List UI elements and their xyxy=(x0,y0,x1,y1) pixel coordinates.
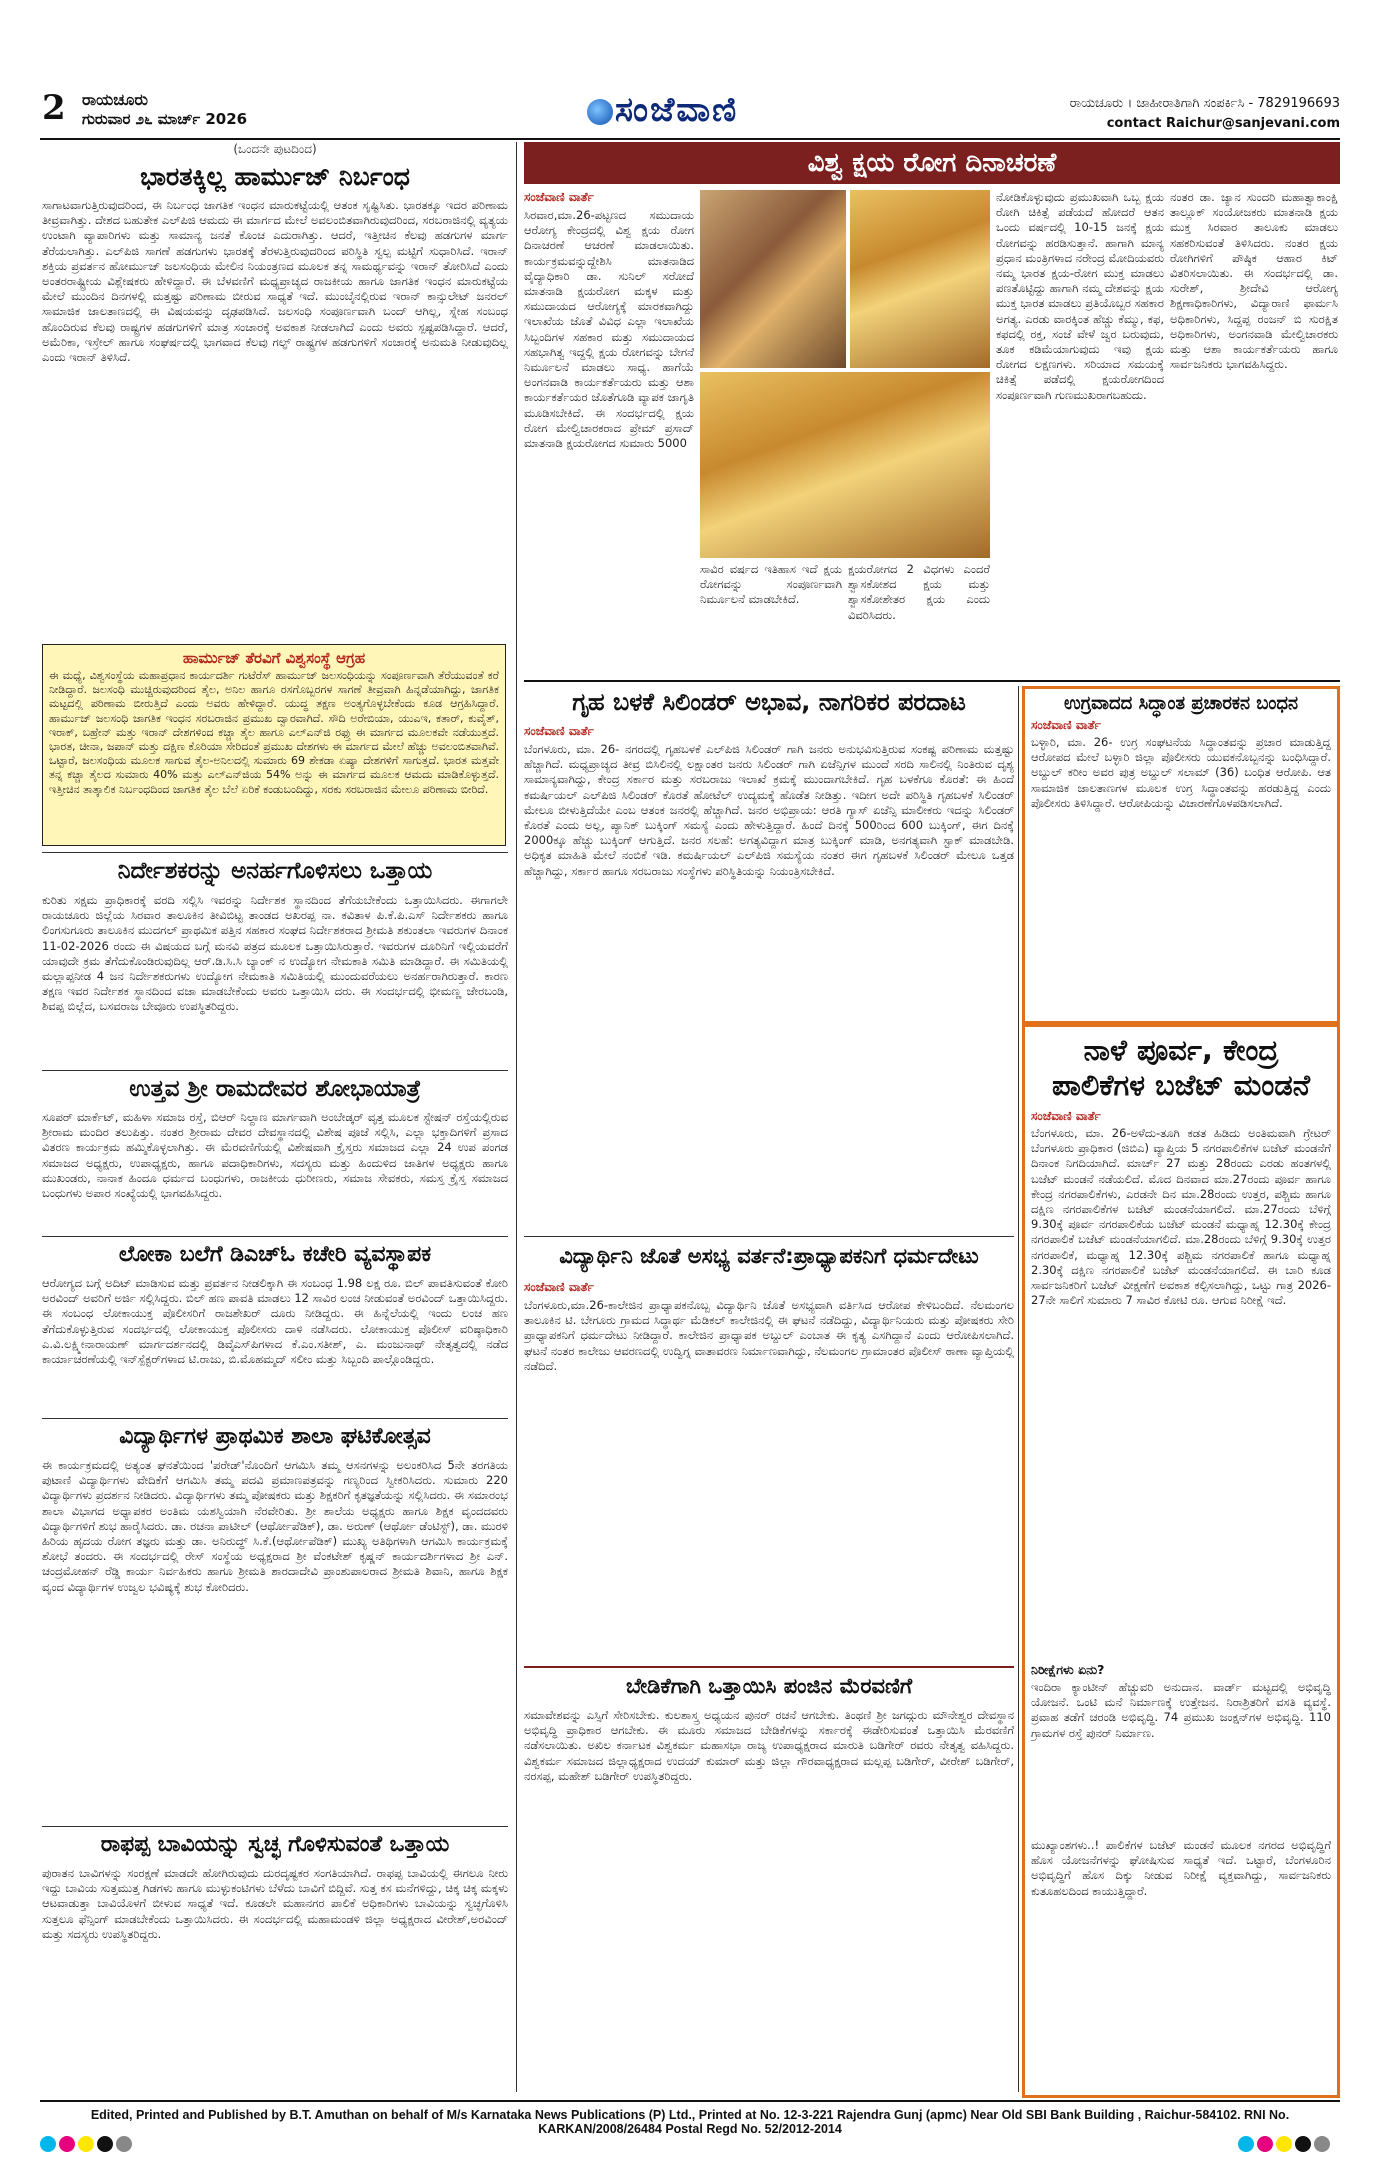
tb-banner: ವಿಶ್ವ ಕ್ಷಯ ರೋಗ ದಿನಾಚರಣೆ xyxy=(524,142,1340,184)
procession-body: ಸೂಪರ್ ಮಾರ್ಕೆಟ್, ಮಹಿಳಾ ಸಮಾಜ ರಸ್ತೆ, ಬಿಆರ್ ನಿಲ್ದಾಣ ಮಾರ್ಗವಾಗಿ ಅಂಬೇಡ್ಕರ್ ವೃತ್ತ ಮೂಲಕ ಸ್ಟೇಷನ್ ರಸ್ತೆಯಲ್ಲಿರುವ ಶ್ರೀರಾಮ ಮಂದಿರ ತಲುಪಿತ್ತು. ನಂತರ ಶ್ರೀರಾಮ ದೇವರ ದೇವಸ್ಥಾನದಲ್ಲಿ ವಿಶೇಷ ಪೂಜೆ ಸಲ್ಲಿಸಿ, ಎಲ್ಲಾ ಭಕ್ತಾದಿಗಳಿಗೆ ಪ್ರಸಾದ ವಿತರಣ ಕಾರ್ಯಕ್ರಮ ಹಮ್ಮಿಕೊಳ್ಳಲಾಗಿತ್ತು. ಈ ಮೆರವಣಿಗೆಯಲ್ಲಿ ವಿಶೇಷವಾಗಿ ಕ್ರೈಸ್ತರು ಸಮಾಜದ ಎಲ್ಲಾ 24 ಉಪ ಪಂಗಡ ಸಮಾಜದ ಅಧ್ಯಕ್ಷರು, ಉಪಾಧ್ಯಕ್ಷರು, ಹಾಗೂ ಪದಾಧಿಕಾರಿಗಳು, ಸದಸ್ಯರು ಮತ್ತು ಹಿಂದುಳಿದ ಜಾತಿಗಳ ಅಧ್ಯಕ್ಷರು ಹಾಗೂ ಮುಖಂಡರು, ನಾನಾಕ ಹಿಂದೂ ಧರ್ಮದ ಬಂಧುಗಳು, ರಾಜಕೀಯ ಧುರೀಣರು, ಸಮಾಜ ಸೇವಕರು, ಸಮಸ್ತ ಕ್ರೈಸ್ತ ಸಮಾಜದ ಬಂಧುಗಳು ಅಪಾರ ಸಂಖ್ಯೆಯಲ್ಲಿ ಭಾಗವಹಿಸಿದ್ದರು. xyxy=(42,1110,508,1201)
hormuz-box xyxy=(42,644,506,846)
school-headline: ವಿದ್ಯಾರ್ಥಿಗಳ ಪ್ರಾಥಮಿಕ ಶಾಲಾ ಘಟಿಕೋತ್ಸವ xyxy=(119,1424,431,1449)
masthead-logo xyxy=(585,90,785,134)
black-swatch xyxy=(97,2136,113,2152)
cyan-swatch xyxy=(40,2136,56,2152)
divider xyxy=(42,1070,508,1071)
teacher-headline: ವಿದ್ಯಾರ್ಥಿನಿ ಜೊತೆ ಅಸಭ್ಯ ವರ್ತನೆ:ಪ್ರಾಧ್ಯಾಪಕನಿಗೆ ಧರ್ಮದೇಟು xyxy=(559,1244,979,1268)
tb-photo-bottom xyxy=(700,372,990,558)
lokayukta-headline: ಲೋಕಾ ಬಲೆಗೆ ಡಿಎಚ್‌ಓ ಕಚೇರಿ ವ್ಯವಸ್ಥಾಪಕ xyxy=(118,1242,432,1267)
column-divider xyxy=(1018,686,1019,2092)
tb-col2: ಸಾವಿರ ವರ್ಷದ ಇತಿಹಾಸ ಇದೆ ಕ್ಷಯ ರೋಗವನ್ನು ಸಂಪೂರ್ಣವಾಗಿ ನಿರ್ಮೂಲನೆ ಮಾಡಬೇಕಿದೆ. xyxy=(700,562,842,607)
tb-byline: ಸಂಜೆವಾಣಿ ವಾರ್ತೆ xyxy=(524,190,594,204)
edition-date: ಗುರುವಾರ ೨೬ ಮಾರ್ಚ್ 2026 xyxy=(82,110,248,128)
color-registration-right xyxy=(1238,2136,1333,2156)
budget-list-title: ನಿರೀಕ್ಷೆಗಳು ಏನು? xyxy=(1031,1662,1105,1677)
budget-headline-2: ಪಾಲಿಕೆಗಳ ಬಜೆಟ್ ಮಂಡನೆ xyxy=(1052,1068,1310,1102)
divider xyxy=(42,1418,508,1419)
footer-divider xyxy=(40,2100,1340,2102)
header-divider xyxy=(40,138,1340,140)
gas-body: ಬೆಂಗಳೂರು, ಮಾ. 26- ನಗರದಲ್ಲಿ ಗೃಹಬಳಕೆ ಎಲ್‌ಪಿಜಿ ಸಿಲಿಂಡರ್ ಗಾಗಿ ಜನರು ಅನುಭವಿಸುತ್ತಿರುವ ಸಂಕಷ್ಟ ಪರಿಣಾಮ ಮತ್ತಷ್ಟು ಹೆಚ್ಚಾಗಿದೆ. ಮಧ್ಯಪ್ರಾಚ್ಯದ ತೀವ್ರ ಬಿಸಿಲಿನಲ್ಲಿ ಲಕ್ಷಾಂತರ ಜನರು ಸಿಲಿಂಡರ್ ಗಾಗಿ ಏಜೆನ್ಸಿಗಳ ಮುಂದೆ ಸರದಿ ಸಾಲಿನಲ್ಲಿ ನಿಂತಿರುವ ದೃಶ್ಯ ಸಾಮಾನ್ಯವಾಗಿದ್ದು, ಕೇಂದ್ರ ಸರ್ಕಾರ ಮತ್ತು ಸರಬರಾಜು ಇಲಾಖೆ ಕ್ರಮಕ್ಕೆ ಮುಂದಾಗಬೇಕಿದೆ. ಗೃಹ ಬಳಕೆಗೂ ಕೊರತೆ: ಈ ಹಿಂದೆ ಕಮರ್ಷಿಯಲ್ ಎಲ್‌ಪಿಜಿ ಸಿಲಿಂಡರ್ ಕೊರತೆ ಹೋಟೆಲ್ ಉದ್ಯಮಕ್ಕೆ ಹೊಡೆತ ನೀಡಿತ್ತು. ಇದೀಗ ಅದೇ ಪರಿಸ್ಥಿತಿ ಗೃಹಬಳಕೆ ಸಿಲಿಂಡರ್ ಮೇಲೂ ಬೀಳುತ್ತಿದೆಯೇ ಎಂಬ ಆತಂಕ ಜನರಲ್ಲಿ ಹೆಚ್ಚಾಗಿದೆ. ಜನರ ಅಭಿಪ್ರಾಯ: ಆರತಿ ಗ್ಯಾಸ್ ಏಜೆನ್ಸಿ ಮಾಲೀಕರು ಇದನ್ನು ಸಿಲಿಂಡರ್ ಕೊರತೆ ಎಂದು ಅಲ್ಲ, ಪ್ಯಾನಿಕ್ ಬುಕ್ಕಿಂಗ್ ಸಮಸ್ಯೆ ಎಂದು ಹೇಳುತ್ತಿದ್ದಾರೆ. ಹಿಂದೆ ದಿನಕ್ಕೆ 500ರಿಂದ 600 ಬುಕ್ಕಿಂಗ್, ಈಗ ದಿನಕ್ಕೆ 2000ಕ್ಕೂ ಹೆಚ್ಚು ಬುಕ್ಕಿಂಗ್ ಆಗುತ್ತಿದೆ. ಜನರ ಸಲಹೆ: ಅಗತ್ಯವಿದ್ದಾಗ ಮಾತ್ರ ಬುಕ್ಕಿಂಗ್ ಮಾಡಿ, ಅನಗತ್ಯವಾಗಿ ಸ್ಟಾಕ್ ಮಾಡಬೇಡಿ. ಅಧಿಕೃತ ಮಾಹಿತಿ ಮೇಲೆ ನಂಬಿಕೆ ಇಡಿ. ಕಮರ್ಷಿಯಲ್ ಎಲ್‌ಪಿಜಿ ಸಮಸ್ಯೆಯ ನಂತರ ಈಗ ಗೃಹಬಳಕೆ ಸಿಲಿಂಡರ್ ಮೇಲೂ ಒತ್ತಡ ಹೆಚ್ಚಾಗಿದ್ದು, ಸರ್ಕಾರ ಹಾಗೂ ಸರಬರಾಜು ಸಂಸ್ಥೆಗಳು ಪರಿಸ್ಥಿತಿಯನ್ನು ನಿಯಂತ್ರಿಸಬೇಕಿದೆ. xyxy=(524,742,1014,878)
march-body: ಸಮಾವೇಶವನ್ನು ಎಸ್ಸಿಗೆ ಸೇರಿಸಬೇಕು. ಕುಲಶಾಸ್ತ್ರ ಅಧ್ಯಯನ ಪುನರ್ ರಚನೆ ಆಗಬೇಕು. ತಿಂಥಣಿ ಶ್ರೀ ಜಗದ್ಗುರು ಮೌನೇಶ್ವರ ದೇವಸ್ಥಾನ ಅಭಿವೃದ್ಧಿ ಪ್ರಾಧಿಕಾರ ಆಗಬೇಕು. ಈ ಮೂರು ಸಮಾಜದ ಬೇಡಿಕೆಗಳನ್ನು ಸರ್ಕಾರಕ್ಕೆ ಈಡೇರಿಸುವಂತೆ ಒತ್ತಾಯಿಸಿ ಮೆರವಣಿಗೆ ನಡೆಸಲಾಯಿತು. ಅಖಿಲ ಕರ್ನಾಟಕ ವಿಶ್ವಕರ್ಮ ಮಹಾಸಭಾ ರಾಜ್ಯ ಉಪಾಧ್ಯಕ್ಷರಾದ ಮಾರುತಿ ಬಡಿಗೇರ್ ರವರು ನೇತೃತ್ವ ವಹಿಸಿದ್ದರು. ವಿಶ್ವಕರ್ಮ ಸಮಾಜದ ಜಿಲ್ಲಾಧ್ಯಕ್ಷರಾದ ಉದಯ್ ಕುಮಾರ್ ಮತ್ತು ಜಿಲ್ಲಾ ಗೌರವಾಧ್ಯಕ್ಷರಾದ ಮಲ್ಲಪ್ಪ ಬಡಿಗೇರ್, ವೀರೇಶ್ ಬಡಿಗೇರ್, ನರಸಪ್ಪ, ಮಹೇಶ್ ಬಡಿಗೇರ್ ಉಪಸ್ಥಿತರಿದ್ದರು. xyxy=(524,1708,1014,1783)
hormuz-headline: ಭಾರತಕ್ಕಿಲ್ಲ ಹಾರ್ಮುಜ್ ನಿರ್ಬಂಧ xyxy=(140,162,410,191)
well-body: ಪುರಾತನ ಬಾವಿಗಳನ್ನು ಸಂರಕ್ಷಣೆ ಮಾಡದೇ ಹೋಗಿರುವುದು ದುರದೃಷ್ಟಕರ ಸಂಗತಿಯಾಗಿದೆ. ರಾಫಪ್ಪ ಬಾವಿಯಲ್ಲಿ ಈಗಲೂ ನೀರು ಇದ್ದು ಬಾವಿಯ ಸುತ್ತಮುತ್ತ ಗಿಡಗಳು ಹಾಗೂ ಮುಳ್ಳುಕಂಟಿಗಳು ಬೆಳೆದು ಬಾವಿಗೆ ಬಿದ್ದಿವೆ. ಸುತ್ತ ಕಸ ಮನೆಗಳಿದ್ದು, ಚಿಕ್ಕ ಚಿಕ್ಕ ಮಕ್ಕಳು ಆಟವಾಡುತ್ತಾ ಬಾವಿಯೊಳಗೆ ಬೀಳುವ ಸಾಧ್ಯತೆ ಇದೆ. ಕೂಡಲೇ ಮಹಾನಗರ ಪಾಲಿಕೆ ಅಧಿಕಾರಿಗಳು ಬಾವಿಯನ್ನು ಸ್ವಚ್ಛಗೊಳಿಸಿ ಸುತ್ತಲೂ ಫೆನ್ಸಿಂಗ್ ಮಾಡಬೇಕೆಂದು ಒತ್ತಾಯಿಸಿದರು. ಈ ಸಂದರ್ಭದಲ್ಲಿ ಮಹಾಮಂಡಳಿ ಜಿಲ್ಲಾ ಅಧ್ಯಕ್ಷರಾದ ವೀರೇಶ್,ಅರವಿಂದ್ ಮತ್ತು ಸದಸ್ಯರು ಉಪಸ್ಥಿತರಿದ್ದರು. xyxy=(42,1866,508,1941)
magenta-swatch xyxy=(1257,2136,1273,2152)
procession-headline: ಉತ್ತವ ಶ್ರೀ ರಾಮದೇವರ ಶೋಭಾಯಾತ್ರೆ xyxy=(129,1076,421,1102)
budget-body: ಬೆಂಗಳೂರು, ಮಾ. 26-ಅಳೆದು-ತೂಗಿ ಕಡತ ಹಿಡಿದು ಅಂತಿಮವಾಗಿ ಗ್ರೇಟರ್ ಬೆಂಗಳೂರು ಪ್ರಾಧಿಕಾರ (ಜಿಬಿಎ) ವ್ಯಾಪ್ತಿಯ 5 ನಗರಪಾಲಿಕೆಗಳ ಬಜೆಟ್ ಮಂಡನೆಗೆ ದಿನಾಂಕ ನಿಗದಿಯಾಗಿದೆ. ಮಾರ್ಚ್ 27 ಮತ್ತು 28ರಂದು ಎರಡು ಹಂತಗಳಲ್ಲಿ ಬಜೆಟ್ ಮಂಡನೆ ನಡೆಯಲಿದೆ. ಮೊದ ದಿನವಾದ ಮಾ.27ರಂದು ಪೂರ್ವ ಹಾಗೂ ಕೇಂದ್ರ ನಗರಪಾಲಿಕೆಗಳು, ಎರಡನೇ ದಿನ ಮಾ.28ರಂದು ಉತ್ತರ, ಪಶ್ಚಿಮ ಹಾಗೂ ದಕ್ಷಿಣ ನಗರಪಾಲಿಕೆಗಳ ಬಜೆಟ್ ಮಂಡನೆಯಾಗಲಿದೆ. ಮಾ.27ರಂದು ಬೆಳಿಗ್ಗೆ 9.30ಕ್ಕೆ ಪೂರ್ವ ನಗರಪಾಲಿಕೆಯ ಬಜೆಟ್ ಮಂಡನೆ ಮಧ್ಯಾಹ್ನ 12.30ಕ್ಕೆ ಕೇಂದ್ರ ನಗರಪಾಲಿಕೆ ಬಜೆಟ್ ಮಂಡನೆಯಾಗಲಿದೆ. ಮಾ.28ರಂದು ಬೆಳಿಗ್ಗೆ 9.30ಕ್ಕೆ ಉತ್ತರ ನಗರಪಾಲಿಕೆ, ಮಧ್ಯಾಹ್ನ 12.30ಕ್ಕೆ ಪಶ್ಚಿಮ ನಗರಪಾಲಿಕೆ ಹಾಗೂ ಮಧ್ಯಾಹ್ನ 2.30ಕ್ಕೆ ದಕ್ಷಿಣ ನಗರಪಾಲಿಕೆ ಬಜೆಟ್ ಮಂಡನೆಯಾಗಲಿದೆ. ಈ ಬಾರಿ ಕೂಡ ಸಾರ್ವಜನಿಕರಿಗೆ ಬಜೆಟ್ ವೀಕ್ಷಣೆಗೆ ಅವಕಾಶ ಕಲ್ಪಿಸಲಾಗಿದ್ದು, ಒಟ್ಟು ಗಾತ್ರ 2026-27ನೇ ಸಾಲಿಗೆ ಸುಮಾರು 7 ಸಾವಿರ ಕೋಟಿ ರೂ. ಆಗುವ ನಿರೀಕ್ಷೆ ಇದೆ. xyxy=(1031,1126,1331,1308)
directors-headline: ನಿರ್ದೇಶಕರನ್ನು ಅನರ್ಹಗೊಳಿಸಲು ಒತ್ತಾಯ xyxy=(117,858,433,884)
black-swatch xyxy=(1295,2136,1311,2152)
contact-email: contact Raichur@sanjevani.com xyxy=(1106,116,1340,131)
yellow-swatch xyxy=(78,2136,94,2152)
column-divider xyxy=(516,142,517,2092)
imprint-line: Edited, Printed and Published by B.T. Amuthan on behalf of M/s Karnataka News Publications (P) Ltd., Printed at No. 12-3-221 Rajendra Gunj (apmc) Near Old SBI Bank Building , Raichur-584102. RNI No. KARKAN/2008/26484 Postal Regd No. 52/2012-2014 xyxy=(90,2108,1290,2136)
budget-tail: ಮುಖ್ಯಾಂಶಗಳು..! ಪಾಲಿಕೆಗಳ ಬಜೆಟ್ ಮಂಡನೆ ಮೂಲಕ ನಗರದ ಅಭಿವೃದ್ಧಿಗೆ ಹೊಸ ಯೋಜನೆಗಳನ್ನು ಘೋಷಿಸುವ ಸಾಧ್ಯತೆ ಇದೆ. ಒಟ್ಟಾರೆ, ಬೆಂಗಳೂರಿನ ಅಭಿವೃದ್ಧಿಗೆ ಹೊಸ ದಿಕ್ಕು ನೀಡುವ ನಿರೀಕ್ಷೆ ವ್ಯಕ್ತವಾಗಿದ್ದು, ಸಾರ್ವಜನಿಕರು ಕುತೂಹಲದಿಂದ ಕಾಯುತ್ತಿದ್ದಾರೆ. xyxy=(1031,1838,1331,1898)
ad-contact-line: ರಾಯಚೂರು । ಜಾಹೀರಾತಿಗಾಗಿ ಸಂಪರ್ಕಿಸಿ - 7829196693 xyxy=(1069,96,1340,111)
well-headline: ರಾಫಪ್ಪ ಬಾವಿಯನ್ನು ಸ್ವಚ್ಛ ಗೊಳಿಸುವಂತೆ ಒತ್ತಾಯ xyxy=(100,1832,450,1857)
march-headline: ಬೇಡಿಕೆಗಾಗಿ ಒತ್ತಾಯಿಸಿ ಪಂಜಿನ ಮೆರವಣಿಗೆ xyxy=(625,1674,913,1698)
school-body: ಈ ಕಾರ್ಯಕ್ರಮದಲ್ಲಿ ಅತ್ಯಂತ ಘನತೆಯಿಂದ 'ಪರೇಡ್'ನೊಂದಿಗೆ ಆಗಮಿಸಿ ತಮ್ಮ ಆಸನಗಳನ್ನು ಅಲಂಕರಿಸಿದ 5ನೇ ತರಗತಿಯ ಪುಟಾಣಿ ವಿದ್ಯಾರ್ಥಿಗಳು ವೇದಿಕೆಗೆ ಆಗಮಿಸಿ ತಮ್ಮ ಪದವಿ ಪ್ರಮಾಣಪತ್ರವನ್ನು ಗಣ್ಯರಿಂದ ಸ್ವೀಕರಿಸಿದರು. ಸುಮಾರು 220 ವಿದ್ಯಾರ್ಥಿಗಳು ಪ್ರದರ್ಶನ ನೀಡಿದರು. ವಿದ್ಯಾರ್ಥಿಗಳು ತಮ್ಮ ಪೋಷಕರು ಮತ್ತು ಶಿಕ್ಷಕರಿಗೆ ಕೃತಜ್ಞತೆಯನ್ನು ಸಲ್ಲಿಸಿದರು. ಈ ಸಮಾರಂಭ ಶಾಲಾ ವಿಭಾಗದ ಅಧ್ಯಾಪಕರ ಅಂತಿಮ ಯಶಸ್ವಿಯಾಗಿ ನೆರವೇರಿತು. ಶ್ರೀ ಶಾಲೆಯ ಅಧ್ಯಕ್ಷರು ಹಾಗೂ ಶಿಕ್ಷಕ ವೃಂದದವರು ವಿದ್ಯಾರ್ಥಿಗಳಿಗೆ ಶುಭ ಹಾರೈಸಿದರು. ಡಾ. ರಚನಾ ಪಾಟೀಲ್ (ಆರ್ಥೋಪೆಡಿಕ್), ಡಾ. ಅರುಣ್ (ಆರ್ಥೋ ಡೆಂಟಿಸ್ಟ್), ಡಾ. ಮುರಳಿ ಹಿರಿಯ ಹೃದಯ ರೋಗ ತಜ್ಞರು ಮತ್ತು ಡಾ. ಅನಿರುದ್ಧ್ ಸಿ.ಕೆ.(ಆರ್ಥೋಪೆಡಿಕ್) ಮುಖ್ಯ ಅತಿಥಿಗಳಾಗಿ ಆಗಮಿಸಿ ಕಾರ್ಯಕ್ರಮಕ್ಕೆ ಶೋಭೆ ತಂದರು. ಈ ಸಂದರ್ಭದಲ್ಲಿ ರೇಸ್ ಸಂಸ್ಥೆಯ ಅಧ್ಯಕ್ಷರಾದ ಶ್ರೀ ವೆಂಕಟೇಶ್ ಕೃಷ್ಣನ್ ಕಾರ್ಯದರ್ಶಿಗಳಾದ ಶ್ರೀ ಎನ್. ಚಂದ್ರಮೋಹನ್ ರೆಡ್ಡಿ ಕಾರ್ಯ ನಿರ್ವಹಿಕರು ಹಾಗೂ ಶ್ರೀಮತಿ ಶಾರದಾದೇವಿ ಪ್ರಾಂಶುಪಾಲರಾದ ಶ್ರೀಮತಿ ಶಿವಾನಿ, ಹಾಗೂ ಶಿಕ್ಷಕ ವೃಂದ ವಿದ್ಯಾರ್ಥಿಗಳ ಉಜ್ವಲ ಭವಿಷ್ಯಕ್ಕೆ ಶುಭ ಕೋರಿದರು. xyxy=(42,1458,508,1594)
continued-note: (ಒಂದನೇ ಪುಟದಿಂದ) xyxy=(233,142,317,156)
color-registration-left xyxy=(40,2136,135,2156)
gas-byline: ಸಂಜೆವಾಣಿ ವಾರ್ತೆ xyxy=(524,724,594,738)
divider xyxy=(524,1236,1014,1237)
divider xyxy=(524,1666,1014,1668)
yellow-swatch xyxy=(1276,2136,1292,2152)
lokayukta-body: ಆರೋಗ್ಯದ ಬಗ್ಗೆ ಅದಿಟ್ ಮಾಡಿಸುವ ಮತ್ತು ಪ್ರವರ್ತನ ನೀಡಲಿಕ್ಕಾಗಿ ಈ ಸಂಬಂಧ 1.98 ಲಕ್ಷ ರೂ. ಬಿಲ್ ಪಾವತಿಸುವಂತೆ ಕೋರಿ ಅರವಿಂದ್ ಅವರಿಗೆ ಅರ್ಜಿ ಸಲ್ಲಿಸಿದ್ದರು. ಬಿಲ್ ಹಣ ಪಾವತಿ ಮಾಡಲು 12 ಸಾವಿರ ಲಂಚ ನೀಡುವಂತೆ ಅರವಿಂದ್ ಒತ್ತಾಯಿಸಿದ್ದರು. ಈ ಸಂಬಂಧ ಲೋಕಾಯುಕ್ತ ಪೊಲೀಸರಿಗೆ ರಾಜಶೇಖರ್ ದೂರು ನೀಡಿದ್ದರು. ಈ ಹಿನ್ನೆಲೆಯಲ್ಲಿ ಇಂದು ಲಂಚ ಹಣ ತೆಗೆದುಕೊಳ್ಳುತ್ತಿರುವ ಸಂದರ್ಭದಲ್ಲಿ ಲೋಕಾಯುಕ್ತ ಪೊಲೀಸರು ದಾಳಿ ನಡೆಸಿದರು. ಲೋಕಾಯುಕ್ತ ಪೊಲೀಸ್ ವರಿಷ್ಠಾಧಿಕಾರಿ ಎ.ವಿ.ಲಕ್ಷ್ಮೀನಾರಾಯಣ್ ಮಾರ್ಗದರ್ಶನದಲ್ಲಿ ಡಿವೈಎಸ್‌ಪಿಗಳಾದ ಕೆ.ಎಂ.ಸತೀಶ್, ಎ. ಮಂಜುನಾಥ್ ನೇತೃತ್ವದಲ್ಲಿ ನಡೆದ ಕಾರ್ಯಾಚರಣೆಯಲ್ಲಿ ಇನ್‌ಸ್ಪೆಕ್ಟರ್‌ಗಳಾದ ಟಿ.ರಾಜು, ಬಿ.ಮೊಹಮ್ಮದ್ ಸಲೀಂ ಮತ್ತು ಸಿಬ್ಬಂದಿ ಪಾಲ್ಗೊಂಡಿದ್ದರು. xyxy=(42,1276,508,1367)
tb-col5: ನಂತರ ಡಾ. ಜ್ಯಾನ ಸುಂದರಿ ಮಹಾತ್ವಾಕಾಂಕ್ಷಿ ತಾಲ್ಲೂಕ್ ಸಂಯೋಜಕರು ಮಾತನಾಡಿ ಕ್ಷಯ ಮುಕ್ತ ಸಿರವಾರ ತಾಲೂಕು ಮಾಡಲು ಸಹಕರಿಸುವಂತೆ ತಿಳಿಸಿದರು. ನಂತರ ಕ್ಷಯ ರೋಗಿಗಳಿಗೆ ಪೌಷ್ಠಿಕ ಆಹಾರ ಕಿಟ್ ವಿತರಿಸಲಾಯಿತು. ಈ ಸಂದರ್ಭದಲ್ಲಿ ಡಾ. ಸುರೇಶ್, ಶ್ರೀದೇವಿ ಆರೋಗ್ಯ ಶಿಕ್ಷಣಾಧಿಕಾರಿಗಳು, ವಿದ್ಯಾರಾಣಿ ಫಾರ್ಮಸಿ ಅಧಿಕಾರಿಗಳು, ಸಿದ್ದಪ್ಪ ರಂಜನ್ ಬಿ ಸುರಕ್ಷಿತ ಅಧಿಕಾರಿಗಳು, ಅಂಗನವಾಡಿ ಮೇಲ್ವಿಚಾರಕರು ಮತ್ತು ಆಶಾ ಕಾರ್ಯಕರ್ತೆಯರು ಹಾಗೂ ಸಾರ್ವಜನಿಕರು ಭಾಗವಹಿಸಿದ್ದರು. xyxy=(1170,190,1338,372)
budget-byline: ಸಂಜೆವಾಣಿ ವಾರ್ತೆ xyxy=(1031,1109,1101,1123)
tb-col1: ಸಿರವಾರ,ಮಾ.26-ಪಟ್ಟಣದ ಸಮುದಾಯ ಆರೋಗ್ಯ ಕೇಂದ್ರದಲ್ಲಿ ವಿಶ್ವ ಕ್ಷಯ ರೋಗ ದಿನಾಚರಣೆ ಆಚರಣೆ ಮಾಡಲಾಯಿತು. ಕಾರ್ಯಕ್ರಮವನ್ನುದ್ದೇಶಿಸಿ ಮಾತನಾಡಿದ ವೈದ್ಯಾಧಿಕಾರಿ ಡಾ. ಸುನಿಲ್ ಸರೋದೆ ಮಾತನಾಡಿ ಕ್ಷಯರೋಗ ಮಕ್ಕಳ ಮತ್ತು ಸಮುದಾಯದ ಆರೋಗ್ಯಕ್ಕೆ ಮಾರಕವಾಗಿದ್ದು ಇಲಾಖೆಯ ಜೊತೆ ವಿವಿಧ ಎಲ್ಲಾ ಇಲಾಖೆಯ ಸಿಬ್ಬಂದಿಗಳ ಸಹಕಾರ ಮತ್ತು ಸಮುದಾಯದ ಸಹಭಾಗಿತ್ವ ಇದ್ದಲ್ಲಿ ಕ್ಷಯ ರೋಗವನ್ನು ಬೇಗನೆ ನಿರ್ಮೂಲನೆ ಮಾಡಲು ಸಾಧ್ಯ. ಹಾಗೆಯೆ ಅಂಗನವಾಡಿ ಕಾರ್ಯಕರ್ತೆಯರು ಮತ್ತು ಆಶಾ ಕಾರ್ಯಕರ್ತೆಯರ ಜೊತೆಗೂಡಿ ವ್ಯಾಪಕ ಜಾಗೃತಿ ಮೂಡಿಸಬೇಕಿದೆ. ಈ ಸಂದರ್ಭದಲ್ಲಿ ಕ್ಷಯ ರೋಗ ಮೇಲ್ವಿಚಾರಕರಾದ ಪ್ರೇಮ್ ಪ್ರಸಾದ್ ಮಾತನಾಡಿ ಕ್ಷಯರೋಗದ ಸುಮಾರು 5000 xyxy=(524,208,694,451)
hormuz-box-title: ಹಾರ್ಮುಜ್ ತೆರವಿಗೆ ವಿಶ್ವಸಂಸ್ಥೆ ಆಗ್ರಹ xyxy=(182,649,366,667)
arrest-box xyxy=(1022,686,1340,1024)
arrest-byline: ಸಂಜೆವಾಣಿ ವಾರ್ತೆ xyxy=(1031,718,1101,732)
grey-swatch xyxy=(1314,2136,1330,2152)
cyan-swatch xyxy=(1238,2136,1254,2152)
gas-headline: ಗೃಹ ಬಳಕೆ ಸಿಲಿಂಡರ್ ಅಭಾವ, ನಾಗರಿಕರ ಪರದಾಟ xyxy=(572,688,966,716)
divider xyxy=(42,852,508,853)
arrest-body: ಬಳ್ಳಾರಿ, ಮಾ. 26- ಉಗ್ರ ಸಂಘಟನೆಯ ಸಿದ್ಧಾಂತವನ್ನು ಪ್ರಚಾರ ಮಾಡುತ್ತಿದ್ದ ಆರೋಪದ ಮೇಲೆ ಬಳ್ಳಾರಿ ಜಿಲ್ಲಾ ಪೊಲೀಸರು ಯುವಕನೊಬ್ಬನನ್ನು ಬಂಧಿಸಿದ್ದಾರೆ. ಅಬ್ದುಲ್ ಕರೀಂ ಅವರ ಪುತ್ರ ಅಬ್ದುಲ್ ಸಲಾಮ್ (36) ಬಂಧಿತ ಆರೋಪಿ. ಆತ ಸಾಮಾಜಿಕ ಜಾಲತಾಣಗಳ ಮೂಲಕ ಉಗ್ರ ಸಿದ್ಧಾಂತವನ್ನು ಹರಡುತ್ತಿದ್ದ ಎಂದು ಪೊಲೀಸರು ತಿಳಿಸಿದ್ದಾರೆ. ಆರೋಪಿಯನ್ನು ವಿಚಾರಣೆಗೊಳಪಡಿಸಲಾಗಿದೆ. xyxy=(1031,735,1331,810)
page-number: 2 xyxy=(42,88,66,128)
arrest-headline: ಉಗ್ರವಾದದ ಸಿದ್ಧಾಂತ ಪ್ರಚಾರಕನ ಬಂಧನ xyxy=(1063,693,1299,714)
tb-col4: ನೋಡಿಕೊಳ್ಳುವುದು ಪ್ರಮುಖವಾಗಿ ಒಬ್ಬ ಕ್ಷಯ ರೋಗಿ ಚಿಕಿತ್ಸೆ ಪಡೆಯದೆ ಹೋದರೆ ಆತನ ಒಂದು ವರ್ಷದಲ್ಲಿ 10-15 ಜನಕ್ಕೆ ಕ್ಷಯ ರೋಗವನ್ನು ಹರಡಿಸುತ್ತಾನೆ. ಹಾಗಾಗಿ ಮಾನ್ಯ ಪ್ರಧಾನ ಮಂತ್ರಿಗಳಾದ ನರೇಂದ್ರ ಮೋದಿಯವರು ನಮ್ಮ ಭಾರತ ಕ್ಷಯ-ರೋಗ ಮುಕ್ತ ಮಾಡಲು ಪಣತೊಟ್ಟಿದ್ದು ಹಾಗಾಗಿ ನಮ್ಮ ದೇಶವನ್ನು ಕ್ಷಯ ಮುಕ್ತ ಭಾರತ ಮಾಡಲು ಪ್ರತಿಯೊಬ್ಬರ ಸಹಕಾರ ಅಗತ್ಯ. ಎರಡು ವಾರಕ್ಕಿಂತ ಹೆಚ್ಚು ಕೆಮ್ಮು, ಕಫ, ಕಫದಲ್ಲಿ ರಕ್ತ, ಸಂಜೆ ವೇಳೆ ಜ್ವರ ಬರುವುದು, ತೂಕ ಕಡಿಮೆಯಾಗುವುದು ಇವು ಕ್ಷಯ ರೋಗದ ಲಕ್ಷಣಗಳು. ಸರಿಯಾದ ಸಮಯಕ್ಕೆ ಚಿಕಿತ್ಸೆ ಪಡೆದಲ್ಲಿ ಕ್ಷಯರೋಗದಿಂದ ಸಂಪೂರ್ಣವಾಗಿ ಗುಣಮುಖರಾಗಬಹುದು. xyxy=(996,190,1164,402)
divider xyxy=(42,1236,508,1237)
hormuz-box-body: ಈ ಮಧ್ಯೆ, ವಿಶ್ವಸಂಸ್ಥೆಯ ಮಹಾಪ್ರಧಾನ ಕಾರ್ಯದರ್ಶಿ ಗುಟೆರೆಸ್ ಹಾರ್ಮುಜ್ ಜಲಸಂಧಿಯನ್ನು ಸಂಪೂರ್ಣವಾಗಿ ತೆರೆಯುವಂತೆ ಕರೆ ನೀಡಿದ್ದಾರೆ. ಜಲಸಂಧಿ ಮುಚ್ಚಿರುವುದರಿಂದ ತೈಲ, ಅನಿಲ ಹಾಗೂ ರಸಗೊಬ್ಬರಗಳ ಸಾಗಣೆ ತೀವ್ರವಾಗಿ ಹಿನ್ನಡೆಯಾಗಿದ್ದು, ಜಾಗತಿಕ ಮಟ್ಟದಲ್ಲಿ ಪರಿಣಾಮ ಬೀರುತ್ತಿದೆ ಎಂದು ಅವರು ಹೇಳಿದ್ದಾರೆ. ಯುದ್ಧ ತಕ್ಷಣ ಅಂತ್ಯಗೊಳ್ಳಬೇಕೆಂದು ಕೂಡ ಆಗ್ರಹಿಸಿದ್ದಾರೆ. ಹಾರ್ಮುಜ್ ಜಲಸಂಧಿ ಜಾಗತಿಕ ಇಂಧನ ಸರಬರಾಜಿನ ಪ್ರಮುಖ ದ್ವಾರವಾಗಿದೆ. ಸೌದಿ ಅರೇಬಿಯಾ, ಯುಎಇ, ಕತಾರ್, ಕುವೈತ್, ಇರಾಕ್, ಬಹ್ರೇನ್ ಮತ್ತು ಇರಾನ್ ದೇಶಗಳಿಂದ ಕಚ್ಚಾ ತೈಲ ಹಾಗೂ ಎಲ್‌ಎನ್‌ಜಿ ರಫ್ತು ಈ ಮಾರ್ಗದ ಮೂಲಕವೇ ನಡೆಯುತ್ತದೆ. ಭಾರತ, ಚೀನಾ, ಜಪಾನ್ ಮತ್ತು ದಕ್ಷಿಣ ಕೊರಿಯಾ ಸೇರಿದಂತೆ ಪ್ರಮುಖ ದೇಶಗಳು ಈ ಮಾರ್ಗದ ಮೇಲೆ ಹೆಚ್ಚು ಅವಲಂಬಿತವಾಗಿವೆ. ಒಟ್ಟಾರೆ, ಜಲಸಂಧಿಯ ಮೂಲಕ ಸಾಗುವ ತೈಲ-ಅನಿಲದಲ್ಲಿ ಸುಮಾರು 69 ಶೇಕಡಾ ಏಷ್ಯಾ ದೇಶಗಳಿಗೆ ಸಾಗುತ್ತದೆ. ಭಾರತ ಮತ್ತವೇ ತನ್ನ ಕಚ್ಚಾ ತೈಲದ ಸುಮಾರು 40% ಮತ್ತು ಎಲ್‌ಎನ್‌ಜಿಯ 54% ಅನ್ನು ಈ ಮಾರ್ಗದ ಮೂಲಕ ಆಮದು ಮಾಡಿಕೊಳ್ಳುತ್ತದೆ. ಇತ್ತೀಚಿನ ತಾತ್ಕಾಲಿಕ ನಿರ್ಬಂಧದಿಂದ ಜಾಗತಿಕ ತೈಲ ಬೆಲೆ ಏರಿಕೆ ಕಂಡುಬಂದಿದ್ದು, ಸರಕು ಸರಬರಾಜಿನ ಮೇಲೂ ಪರಿಣಾಮ ಬೀರಿದೆ. xyxy=(49,669,499,796)
budget-box xyxy=(1022,1024,1340,2098)
teacher-byline: ಸಂಜೆವಾಣಿ ವಾರ್ತೆ xyxy=(524,1280,594,1294)
hormuz-body: ಸಾಗಾಟವಾಗುತ್ತಿರುವುದರಿಂದ, ಈ ನಿರ್ಬಂಧ ಜಾಗತಿಕ ಇಂಧನ ಮಾರುಕಟ್ಟೆಯಲ್ಲಿ ಆತಂಕ ಸೃಷ್ಟಿಸಿತು. ಭಾರತಕ್ಕೂ ಇದರ ಪರಿಣಾಮ ತೀವ್ರವಾಗಿತ್ತು. ದೇಶದ ಬಹುತೇಕ ಎಲ್‌ಪಿಜಿ ಆಮದು ಈ ಮಾರ್ಗದ ಮೇಲೆ ಅವಲಂಬಿತವಾಗಿರುವುದರಿಂದ, ಸರಬರಾಜಿನಲ್ಲಿ ವ್ಯತ್ಯಯ ಉಂಟಾಗಿ ವ್ಯಾಪಾರಿಗಳು ಮತ್ತು ಸಾಮಾನ್ಯ ಜನತೆ ಕೊಂಚ ಎದುರಾಗಿತ್ತು. ಆದರೆ, ಇತ್ತೀಚಿನ ಕೆಲವು ಹಡಗುಗಳ ಮಾರ್ಗ ತೆರೆಯಲಾಗಿತ್ತು. ಎಲ್‌ಪಿಜಿ ಸಾಗಣೆ ಹಡಗುಗಳು ಭಾರತಕ್ಕೆ ತೆರಳುತ್ತಿರುವುದರಿಂದ ಪರಿಸ್ಥಿತಿ ಸ್ವಲ್ಪ ಮಟ್ಟಿಗೆ ಸುಧಾರಿಸಿದೆ. ಇರಾನ್ ಶಕ್ತಿಯ ಪ್ರವರ್ತನ ಹೋರ್ಮುಜ್ ಜಲಸಂಧಿಯ ಮೇಲಿನ ನಿಯಂತ್ರಣದ ಮೂಲಕ ತನ್ನ ಸಾಮರ್ಥ್ಯವನ್ನು ಇರಾನ್ ತೋರಿಸಿದೆ ಎಂದು ಅಂತರರಾಷ್ಟ್ರೀಯ ವಿಶ್ಲೇಷಕರು ಹೇಳಿದ್ದಾರೆ. ಈ ಬೆಳವಣಿಗೆ ಮಧ್ಯಪ್ರಾಚ್ಯದ ರಾಜಕೀಯ ಹಾಗೂ ಜಾಗತಿಕ ಇಂಧನ ಮಾರುಕಟ್ಟೆಯ ಮೇಲೆ ಮುಂದಿನ ದಿನಗಳಲ್ಲಿ ಮತ್ತಷ್ಟು ಪರಿಣಾಮ ಬೀರುವ ಸಾಧ್ಯತೆ ಇದೆ. ಮುಂಬೈನಲ್ಲಿರುವ ಇರಾನ್ ಕಾನ್ಸುಲೇಟ್ ಜನರಲ್ ಸಾಮಾಜಿಕ ಜಾಲತಾಣದಲ್ಲಿ ಈ ವಿಷಯವನ್ನು ದೃಢಪಡಿಸಿದೆ. ಜಲಸಂಧಿ ಸಂಪೂರ್ಣವಾಗಿ ಬಂದ್ ಆಗಿಲ್ಲ, ಸ್ನೇಹ ಸಂಬಂಧ ಹೊಂದಿರುವ ಕೆಲವು ರಾಷ್ಟ್ರಗಳ ಹಡಗುಗಳಿಗೆ ಮಾತ್ರ ಸಂಚಾರಕ್ಕೆ ಅವಕಾಶ ನೀಡಲಾಗಿದೆ ಎಂದು ಅವರು ಸ್ಪಷ್ಟಪಡಿಸಿದ್ದಾರೆ. ಆದರೆ, ಅಮೆರಿಕಾ, ಇಸ್ರೇಲ್ ಹಾಗೂ ಸಂಘರ್ಷದಲ್ಲಿ ಭಾಗವಾದ ಕೆಲವು ಗಲ್ಫ್ ರಾಷ್ಟ್ರಗಳ ಹಡಗುಗಳಿಗೆ ಸಂಚಾರಕ್ಕೆ ಅನುಮತಿ ನೀಡುವುದಿಲ್ಲ ಎಂದು ಇರಾನ್ ತಿಳಿಸಿದೆ. xyxy=(42,198,508,365)
budget-list: ಇಂದಿರಾ ಕ್ಯಾಂಟೀನ್ ಹೆಚ್ಚುವರಿ ಅನುದಾನ. ವಾರ್ಡ್ ಮಟ್ಟದಲ್ಲಿ ಅಭಿವೃದ್ಧಿ ಯೋಜನೆ. ಒಂಟಿ ಮನೆ ನಿರ್ಮಾಣಕ್ಕೆ ಉತ್ತೇಜನ. ನಿರಾಶ್ರಿತರಿಗೆ ವಸತಿ ವ್ಯವಸ್ಥೆ. ಪ್ರವಾಹ ತಡೆಗೆ ಚರಂಡಿ ಅಭಿವೃದ್ಧಿ. 74 ಪ್ರಮುಖ ಜಂಕ್ಷನ್‌ಗಳ ಅಭಿವೃದ್ಧಿ. 110 ಗ್ರಾಮಗಳ ರಸ್ತೆ ಪುನರ್ ನಿರ್ಮಾಣ. xyxy=(1031,1680,1331,1740)
magenta-swatch xyxy=(59,2136,75,2152)
tb-photo-top-right xyxy=(850,190,990,368)
tb-photo-top-left xyxy=(700,190,846,368)
teacher-body: ಬೆಂಗಳೂರು,ಮಾ.26-ಕಾಲೇಜಿನ ಪ್ರಾಧ್ಯಾಪಕನೊಬ್ಬ ವಿದ್ಯಾರ್ಥಿನಿ ಜೊತೆ ಅಸಭ್ಯವಾಗಿ ವರ್ತಿಸಿದ ಆರೋಪ ಕೇಳಿಬಂದಿದೆ. ನೆಲಮಂಗಲ ತಾಲೂಕಿನ ಟಿ. ಬೇಗೂರು ಗ್ರಾಮದ ಸಿದ್ಧಾರ್ಥ ಮೆಡಿಕಲ್ ಕಾಲೇಜಿನಲ್ಲಿ ಈ ಘಟನೆ ನಡೆದಿದ್ದು, ವಿದ್ಯಾರ್ಥಿನಿಯರು ಮತ್ತು ಪೋಷಕರು ಸೇರಿ ಪ್ರಾಧ್ಯಾಪಕನಿಗೆ ಧರ್ಮದೇಟು ನೀಡಿದ್ದಾರೆ. ಕಾಲೇಜಿನ ಪ್ರಾಧ್ಯಾಪಕ ಅಬ್ದುಲ್ ಎಂಬಾತ ಈ ಕೃತ್ಯ ಎಸಗಿದ್ದಾನೆ ಎಂದು ಆರೋಪಿಸಲಾಗಿದೆ. ಘಟನೆ ನಂತರ ಕಾಲೇಜು ಆವರಣದಲ್ಲಿ ಉದ್ವಿಗ್ನ ವಾತಾವರಣ ನಿರ್ಮಾಣವಾಗಿದ್ದು, ನೆಲಮಂಗಲ ಗ್ರಾಮಾಂತರ ಪೊಲೀಸ್ ಠಾಣಾ ವ್ಯಾಪ್ತಿಯಲ್ಲಿ ನಡೆದಿದೆ. xyxy=(524,1298,1014,1373)
edition-location: ರಾಯಚೂರು xyxy=(82,90,148,109)
logo-text: ಸಂಜೆವಾಣಿ xyxy=(615,90,739,130)
divider xyxy=(524,680,1340,682)
divider xyxy=(42,1826,508,1827)
directors-body: ಕುರಿತು ಸಕ್ಷಮ ಪ್ರಾಧಿಕಾರಕ್ಕೆ ವರದಿ ಸಲ್ಲಿಸಿ ಇವರನ್ನು ನಿರ್ದೇಶಕ ಸ್ಥಾನದಿಂದ ತೆಗೆಯಬೇಕೆಂದು ಒತ್ತಾಯಿಸಿದರು. ಈಗಾಗಲೇ ರಾಯಚೂರು ಜಿಲ್ಲೆಯ ಸಿರವಾರ ತಾಲೂಕಿನ ತೀವಿಬಿಟ್ಟ ತಾಂಡದ ಅಖರಪ್ಪ ನಾ. ಕವಿತಾಳ ಪಿ.ಕೆ.ಪಿ.ಎಸ್ ನಿರ್ದೇಶಕರು ಹಾಗೂ ಲಿಂಗಸುಗೂರು ತಾಲೂಕಿನ ಮುದಗಲ್ ಪ್ರಾಥಮಿಕ ಪತ್ತಿನ ಸಹಕಾರ ಸಂಘದ ನಿರ್ದೇಶಕರಾದ ಶ್ರೀಮತಿ ಶಕುಂತಲಾ ಇವರುಗಳ ದಿನಾಂಕ 11-02-2026 ರಂದು ಈ ವಿಷಯದ ಬಗ್ಗೆ ಮನವಿ ಪತ್ರದ ಮೂಲಕ ಒತ್ತಾಯಿಸಿರುತ್ತಾರೆ. ಇವರುಗಳ ದೂರಿನಿಗೆ ಇಲ್ಲಿಯವರೆಗೆ ಯಾವುದೇ ಕ್ರಮ ತೆಗೆದುಕೊಂಡಿರುವುದಿಲ್ಲ ಆರ್.ಡಿ.ಸಿ.ಸಿ ಬ್ಯಾಂಕ್ ನ ಉದ್ಯೋಗ ನೇಮಕಾತಿ ಸಮಿತಿ ಮಾಡಿದ್ದಾರೆ. ಈ ಸಮಿತಿಯಲ್ಲಿ ಮಲ್ಲಾಪ್ಪನೀಡ 4 ಜನ ನಿರ್ದೇಶಕರುಗಳು ಉದ್ಯೋಗ ನೇಮಕಾತಿ ಸಮಿತಿಯಲ್ಲಿ ಮುಂದುವರೆಯಲು ಅನರ್ಹರಾಗಿರುತ್ತಾರೆ. ಕಾರಣ ತಕ್ಷಣ ಇವರ ನಿರ್ದೇಶಕ ಸ್ಥಾನದಿಂದ ವಜಾ ಮಾಡಬೇಕೆಂದು ಅವರು ಒತ್ತಾಯಿಸಿ ದರು. ಈ ಸಂದರ್ಭದಲ್ಲಿ ಭೀಮಣ್ಣ ಜೇರಬಂಡಿ, ಶಿವಪ್ಪ ಬಿಲ್ಲೆದ, ಬಸವರಾಜ ಬೇವೂರು ಉಪಸ್ಥಿತರಿದ್ದರು. xyxy=(42,893,508,1014)
grey-swatch xyxy=(116,2136,132,2152)
budget-headline-1: ನಾಳೆ ಪೂರ್ವ, ಕೇಂದ್ರ xyxy=(1083,1033,1279,1067)
tb-col3: ಕ್ಷಯರೋಗದ 2 ವಿಧಗಳು ಎಂದರೆ ಶ್ವಾಸಕೋಶದ ಕ್ಷಯ ಮತ್ತು ಶ್ವಾಸಕೋಶೇತರ ಕ್ಷಯ ಎಂದು ವಿವರಿಸಿದರು. xyxy=(848,562,990,622)
globe-icon xyxy=(587,99,613,125)
